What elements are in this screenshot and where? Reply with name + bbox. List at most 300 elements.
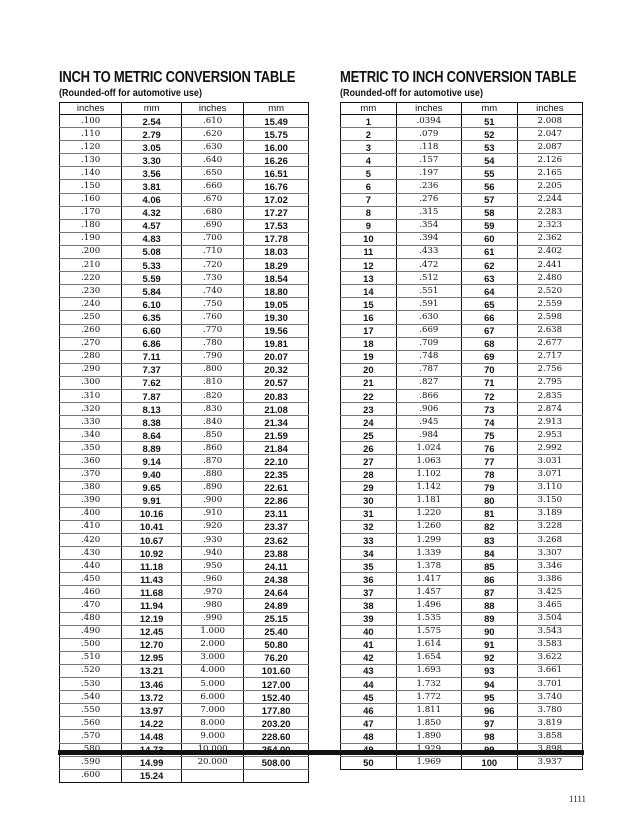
table-cell: .300: [60, 376, 122, 389]
table-cell: 7.62: [122, 376, 182, 389]
column-header: mm: [244, 103, 309, 115]
table-cell: 19.56: [244, 324, 309, 337]
table-cell: .660: [182, 180, 244, 193]
table-cell: 74: [461, 416, 517, 429]
table-cell: 85: [461, 560, 517, 573]
table-cell: 2.402: [517, 245, 582, 258]
table-row: [341, 128, 583, 141]
table-cell: .640: [182, 154, 244, 167]
table-cell: 3.701: [517, 678, 582, 691]
table-cell: 29: [341, 481, 397, 494]
table-cell: 152.40: [244, 691, 309, 704]
table-cell: 3.583: [517, 638, 582, 651]
table-cell: 19.05: [244, 298, 309, 311]
table-cell: 41: [341, 638, 397, 651]
table-row: [60, 272, 309, 285]
table-row: [60, 507, 309, 520]
table-cell: 47: [341, 717, 397, 730]
table-cell: 3.543: [517, 625, 582, 638]
table-cell: 1.535: [396, 612, 461, 625]
table-cell: 16.51: [244, 167, 309, 180]
table-cell: 12.45: [122, 625, 182, 638]
table-row: [60, 442, 309, 455]
table-cell: .850: [182, 429, 244, 442]
table-cell: 13.97: [122, 704, 182, 717]
table-row: [60, 389, 309, 402]
table-row: [60, 324, 309, 337]
table-cell: 36: [341, 573, 397, 586]
table-cell: 23.88: [244, 547, 309, 560]
table-cell: 51: [461, 115, 517, 128]
table-cell: 3.30: [122, 154, 182, 167]
table-cell: .900: [182, 494, 244, 507]
table-row: [60, 245, 309, 258]
table-row: [60, 638, 309, 651]
table-cell: 16: [341, 311, 397, 324]
table-cell: 127.00: [244, 678, 309, 691]
table-cell: 15.24: [122, 769, 182, 782]
table-cell: .315: [396, 206, 461, 219]
table-row: [341, 520, 583, 533]
table-cell: .866: [396, 389, 461, 402]
column-header: mm: [122, 103, 182, 115]
table-cell: 26: [341, 442, 397, 455]
table-cell: 96: [461, 704, 517, 717]
table-cell: 22: [341, 389, 397, 402]
table-cell: 59: [461, 219, 517, 232]
table-cell: .290: [60, 363, 122, 376]
table-cell: 5.59: [122, 272, 182, 285]
table-cell: 14: [341, 285, 397, 298]
table-cell: 17.78: [244, 232, 309, 245]
table-cell: 11.94: [122, 599, 182, 612]
table-cell: 64: [461, 285, 517, 298]
table-cell: .490: [60, 625, 122, 638]
table-row: [60, 717, 309, 730]
table-cell: 9.65: [122, 481, 182, 494]
table-cell: 4.32: [122, 206, 182, 219]
table-cell: 17: [341, 324, 397, 337]
inch-to-metric-table: [59, 102, 309, 783]
table-cell: .591: [396, 298, 461, 311]
table-cell: 8.38: [122, 416, 182, 429]
table-row: [341, 272, 583, 285]
table-cell: .510: [60, 651, 122, 664]
column-header: inches: [182, 103, 244, 115]
table-cell: .350: [60, 442, 122, 455]
table-cell: 10.41: [122, 520, 182, 533]
table-cell: .120: [60, 141, 122, 154]
table-row: [341, 115, 583, 128]
table-cell: 1.299: [396, 534, 461, 547]
table-cell: 2.638: [517, 324, 582, 337]
table-cell: 22.86: [244, 494, 309, 507]
table-cell: .960: [182, 573, 244, 586]
table-row: [341, 534, 583, 547]
table-cell: 1.000: [182, 625, 244, 638]
table-cell: .512: [396, 272, 461, 285]
table-cell: .220: [60, 272, 122, 285]
table-cell: 3.622: [517, 651, 582, 664]
table-cell: 79: [461, 481, 517, 494]
table-cell: 11: [341, 245, 397, 258]
table-cell: 2.047: [517, 128, 582, 141]
table-row: [60, 534, 309, 547]
table-cell: 2.165: [517, 167, 582, 180]
table-cell: 95: [461, 691, 517, 704]
table-cell: .720: [182, 259, 244, 272]
table-cell: 3.071: [517, 468, 582, 481]
table-cell: .980: [182, 599, 244, 612]
table-cell: .130: [60, 154, 122, 167]
table-row: [60, 219, 309, 232]
table-cell: .140: [60, 167, 122, 180]
table-row: [341, 664, 583, 677]
table-cell: 2.992: [517, 442, 582, 455]
table-row: [60, 520, 309, 533]
table-cell: 21.34: [244, 416, 309, 429]
table-cell: 15.75: [244, 128, 309, 141]
table-cell: .430: [60, 547, 122, 560]
table-cell: 25.15: [244, 612, 309, 625]
table-cell: 508.00: [244, 756, 309, 769]
table-row: [60, 494, 309, 507]
column-header: inches: [60, 103, 122, 115]
metric-to-inch-subtitle: (Rounded-off for automotive use): [340, 87, 483, 99]
table-cell: .100: [60, 115, 122, 128]
table-row: [341, 285, 583, 298]
table-cell: .250: [60, 311, 122, 324]
table-cell: 7.000: [182, 704, 244, 717]
table-cell: 2.480: [517, 272, 582, 285]
table-row: [341, 311, 583, 324]
inch-to-metric-body: [60, 115, 309, 783]
table-cell: 1.063: [396, 455, 461, 468]
table-cell: 42: [341, 651, 397, 664]
table-cell: .270: [60, 337, 122, 350]
table-cell: .197: [396, 167, 461, 180]
table-cell: 54: [461, 154, 517, 167]
table-header-row: [341, 103, 583, 115]
table-row: [60, 560, 309, 573]
table-cell: .790: [182, 350, 244, 363]
table-row: [341, 363, 583, 376]
table-cell: .420: [60, 534, 122, 547]
table-cell: 25.40: [244, 625, 309, 638]
table-cell: 4.000: [182, 664, 244, 677]
table-row: [341, 730, 583, 743]
table-cell: 1.654: [396, 651, 461, 664]
table-cell: .160: [60, 193, 122, 206]
table-cell: 3: [341, 141, 397, 154]
table-cell: 9: [341, 219, 397, 232]
inch-to-metric-title: INCH TO METRIC CONVERSION TABLE: [59, 69, 296, 86]
table-cell: 98: [461, 730, 517, 743]
table-cell: 3.661: [517, 664, 582, 677]
table-cell: 30: [341, 494, 397, 507]
table-cell: .860: [182, 442, 244, 455]
table-row: [60, 167, 309, 180]
table-cell: 9.000: [182, 730, 244, 743]
metric-to-inch-table: [340, 102, 583, 770]
table-cell: 57: [461, 193, 517, 206]
table-cell: 33: [341, 534, 397, 547]
table-cell: 10.67: [122, 534, 182, 547]
table-cell: .236: [396, 180, 461, 193]
table-cell: 21.59: [244, 429, 309, 442]
table-cell: 7.87: [122, 389, 182, 402]
table-cell: 4.06: [122, 193, 182, 206]
table-cell: 62: [461, 259, 517, 272]
table-cell: .910: [182, 507, 244, 520]
table-cell: 2.441: [517, 259, 582, 272]
table-cell: .610: [182, 115, 244, 128]
table-cell: 1.339: [396, 547, 461, 560]
table-cell: .906: [396, 403, 461, 416]
table-row: [341, 638, 583, 651]
table-cell: 1.496: [396, 599, 461, 612]
table-row: [341, 206, 583, 219]
table-cell: .394: [396, 232, 461, 245]
table-row: [341, 756, 583, 769]
table-row: [341, 599, 583, 612]
table-cell: 50.80: [244, 638, 309, 651]
table-cell: 2.283: [517, 206, 582, 219]
table-row: [341, 547, 583, 560]
table-cell: 15.49: [244, 115, 309, 128]
table-cell: 61: [461, 245, 517, 258]
table-cell: 18: [341, 337, 397, 350]
table-cell: 1.260: [396, 520, 461, 533]
table-cell: 13.46: [122, 678, 182, 691]
table-cell: 72: [461, 389, 517, 402]
table-cell: .590: [60, 756, 122, 769]
table-row: [60, 311, 309, 324]
table-cell: 3.780: [517, 704, 582, 717]
table-cell: 22.10: [244, 455, 309, 468]
table-cell: 3.05: [122, 141, 182, 154]
table-cell: 17.02: [244, 193, 309, 206]
table-cell: .930: [182, 534, 244, 547]
table-cell: 2.126: [517, 154, 582, 167]
table-cell: .550: [60, 704, 122, 717]
table-cell: 32: [341, 520, 397, 533]
table-row: [60, 651, 309, 664]
table-row: [341, 481, 583, 494]
table-row: [60, 730, 309, 743]
table-cell: 12.70: [122, 638, 182, 651]
table-cell: .760: [182, 311, 244, 324]
table-cell: 20.83: [244, 389, 309, 402]
table-cell: 6.10: [122, 298, 182, 311]
table-row: [341, 141, 583, 154]
table-cell: .970: [182, 586, 244, 599]
table-cell: .440: [60, 560, 122, 573]
table-cell: 1.024: [396, 442, 461, 455]
table-cell: 228.60: [244, 730, 309, 743]
table-cell: 88: [461, 599, 517, 612]
table-row: [60, 206, 309, 219]
column-header: inches: [396, 103, 461, 115]
table-row: [60, 337, 309, 350]
table-row: [60, 363, 309, 376]
table-cell: 6.000: [182, 691, 244, 704]
table-cell: .820: [182, 389, 244, 402]
table-cell: .990: [182, 612, 244, 625]
table-row: [60, 154, 309, 167]
table-cell: .630: [396, 311, 461, 324]
table-cell: 2.677: [517, 337, 582, 350]
table-cell: 5.08: [122, 245, 182, 258]
table-cell: 1.772: [396, 691, 461, 704]
column-header: inches: [517, 103, 582, 115]
metric-to-inch-title: METRIC TO INCH CONVERSION TABLE: [340, 69, 577, 86]
table-cell: .320: [60, 403, 122, 416]
table-cell: 23: [341, 403, 397, 416]
table-cell: 2.362: [517, 232, 582, 245]
table-cell: 17.27: [244, 206, 309, 219]
table-cell: 8.89: [122, 442, 182, 455]
table-cell: 3.150: [517, 494, 582, 507]
metric-to-inch-body: [341, 115, 583, 770]
table-cell: 20.32: [244, 363, 309, 376]
table-cell: .079: [396, 128, 461, 141]
table-cell: 18.54: [244, 272, 309, 285]
table-cell: .709: [396, 337, 461, 350]
table-cell: 2: [341, 128, 397, 141]
table-cell: 3.110: [517, 481, 582, 494]
table-row: [60, 468, 309, 481]
table-cell: 100: [461, 756, 517, 769]
table-cell: .830: [182, 403, 244, 416]
table-cell: 28: [341, 468, 397, 481]
table-cell: 3.228: [517, 520, 582, 533]
table-row: [341, 180, 583, 193]
table-cell: .260: [60, 324, 122, 337]
table-row: [60, 115, 309, 128]
table-cell: 43: [341, 664, 397, 677]
table-cell: .750: [182, 298, 244, 311]
table-cell: .340: [60, 429, 122, 442]
table-row: [341, 416, 583, 429]
table-cell: 2.323: [517, 219, 582, 232]
table-cell: 3.031: [517, 455, 582, 468]
table-row: [60, 259, 309, 272]
table-row: [60, 141, 309, 154]
table-cell: .945: [396, 416, 461, 429]
table-cell: 3.000: [182, 651, 244, 664]
table-row: [60, 416, 309, 429]
table-cell: [182, 769, 244, 782]
table-cell: 3.504: [517, 612, 582, 625]
table-cell: 35: [341, 560, 397, 573]
table-cell: 1.417: [396, 573, 461, 586]
table-row: [60, 481, 309, 494]
table-row: [341, 154, 583, 167]
table-cell: 2.008: [517, 115, 582, 128]
table-cell: .480: [60, 612, 122, 625]
table-row: [341, 403, 583, 416]
table-cell: 34: [341, 547, 397, 560]
table-cell: .450: [60, 573, 122, 586]
table-row: [60, 756, 309, 769]
table-row: [341, 468, 583, 481]
table-cell: 2.79: [122, 128, 182, 141]
table-cell: 18.29: [244, 259, 309, 272]
table-cell: 82: [461, 520, 517, 533]
table-cell: 76.20: [244, 651, 309, 664]
table-cell: 70: [461, 363, 517, 376]
table-row: [60, 612, 309, 625]
table-cell: .472: [396, 259, 461, 272]
table-cell: 31: [341, 507, 397, 520]
table-cell: 1.378: [396, 560, 461, 573]
table-cell: 83: [461, 534, 517, 547]
table-row: [60, 547, 309, 560]
table-cell: 5.84: [122, 285, 182, 298]
table-cell: 21.84: [244, 442, 309, 455]
table-cell: 7.11: [122, 350, 182, 363]
table-row: [60, 573, 309, 586]
table-cell: .500: [60, 638, 122, 651]
table-cell: .940: [182, 547, 244, 560]
table-cell: 5.33: [122, 259, 182, 272]
table-row: [341, 376, 583, 389]
table-cell: .470: [60, 599, 122, 612]
table-row: [60, 403, 309, 416]
table-cell: .950: [182, 560, 244, 573]
table-cell: 7.37: [122, 363, 182, 376]
table-row: [341, 232, 583, 245]
table-cell: 21: [341, 376, 397, 389]
inch-to-metric-panel: [59, 70, 309, 783]
table-cell: 177.80: [244, 704, 309, 717]
table-cell: 14.22: [122, 717, 182, 730]
table-cell: .310: [60, 389, 122, 402]
table-cell: 12: [341, 259, 397, 272]
table-cell: 1.220: [396, 507, 461, 520]
table-row: [341, 612, 583, 625]
table-cell: .840: [182, 416, 244, 429]
table-cell: 58: [461, 206, 517, 219]
table-cell: 92: [461, 651, 517, 664]
table-cell: .240: [60, 298, 122, 311]
table-cell: 1.457: [396, 586, 461, 599]
table-cell: .150: [60, 180, 122, 193]
table-cell: 66: [461, 311, 517, 324]
table-row: [60, 193, 309, 206]
table-cell: 2.559: [517, 298, 582, 311]
table-cell: 6.86: [122, 337, 182, 350]
table-cell: 10.92: [122, 547, 182, 560]
table-cell: 75: [461, 429, 517, 442]
table-cell: 71: [461, 376, 517, 389]
table-cell: .276: [396, 193, 461, 206]
table-cell: 8.000: [182, 717, 244, 730]
table-cell: 18.80: [244, 285, 309, 298]
table-cell: 3.386: [517, 573, 582, 586]
table-cell: 67: [461, 324, 517, 337]
table-cell: 11.18: [122, 560, 182, 573]
table-cell: 77: [461, 455, 517, 468]
table-cell: 81: [461, 507, 517, 520]
table-cell: 94: [461, 678, 517, 691]
table-cell: 3.819: [517, 717, 582, 730]
table-cell: 3.465: [517, 599, 582, 612]
table-row: [341, 298, 583, 311]
table-cell: .748: [396, 350, 461, 363]
table-cell: 1.811: [396, 704, 461, 717]
